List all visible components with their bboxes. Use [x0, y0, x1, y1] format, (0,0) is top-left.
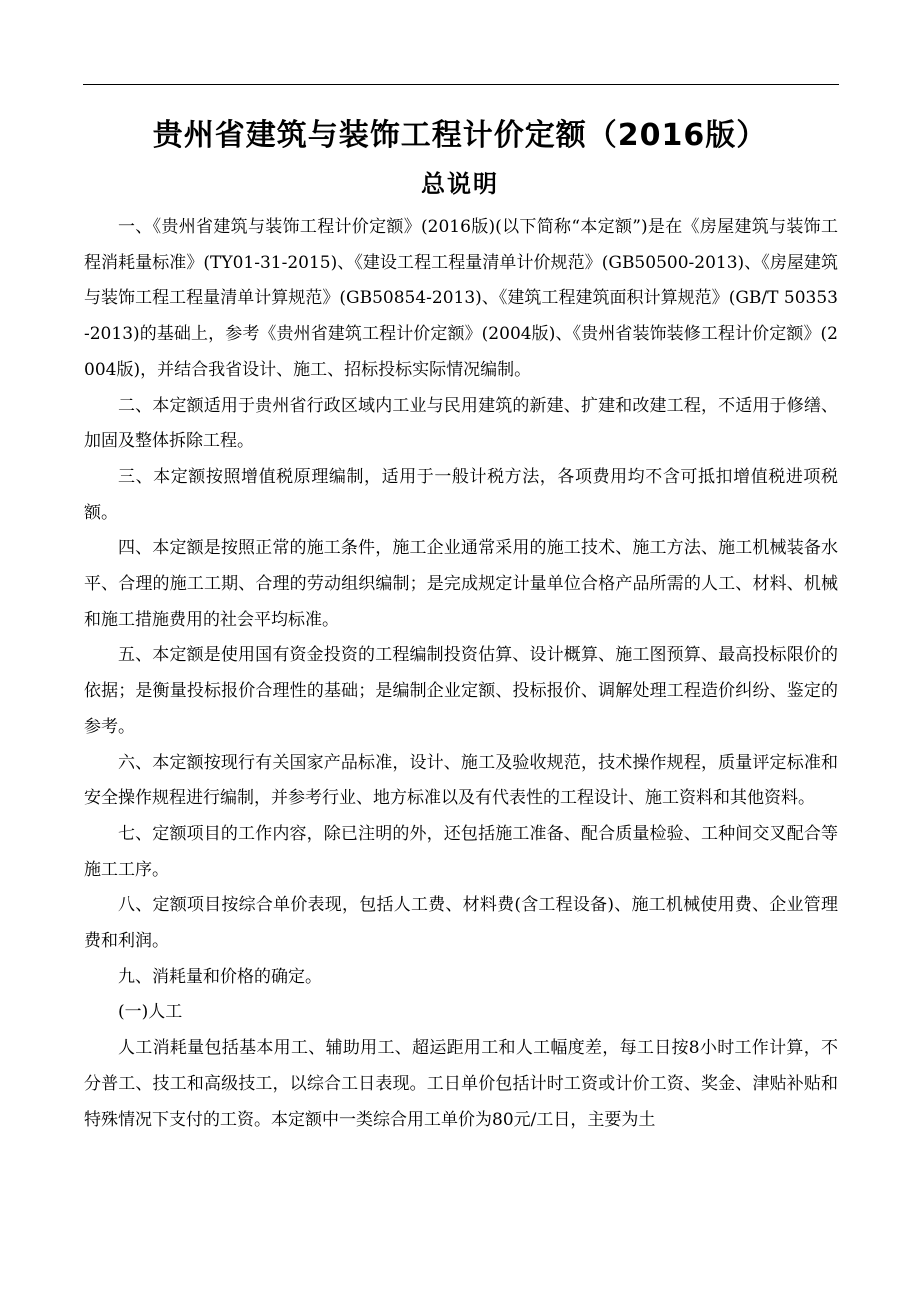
section-heading: 总说明	[421, 170, 499, 198]
paragraph-3: 三、本定额按照增值税原理编制，适用于一般计税方法，各项费用均不含可抵扣增值税进项税额。	[84, 466, 838, 523]
paragraph-7: 七、定额项目的工作内容，除已注明的外，还包括施工准备、配合质量检验、工种间交叉配合等施工工序。	[84, 823, 838, 880]
subsection-heading-labor: (一)人工	[118, 1002, 183, 1023]
header-divider	[83, 84, 839, 85]
paragraph-2: 二、本定额适用于贵州省行政区域内工业与民用建筑的新建、扩建和改建工程，不适用于修缮、加固及整体拆除工程。	[84, 395, 838, 452]
paragraph-8: 八、定额项目按综合单价表现，包括人工费、材料费(含工程设备)、施工机械使用费、企业管理费和利润。	[84, 895, 838, 952]
document-body	[84, 210, 838, 1138]
paragraph-6: 六、本定额按现行有关国家产品标准，设计、施工及验收规范，技术操作规程，质量评定标准和安全操作规程进行编制，并参考行业、地方标准以及有代表性的工程设计、施工资料和其他资料。	[84, 752, 838, 809]
paragraph-1: 一、《贵州省建筑与装饰工程计价定额》(2016版)(以下简称“本定额”)是在《房屋建筑与装饰工程消耗量标准》(TY01-31-2015)、《建设工程工程量清单计价规范》(GB50500-2013)、《房屋建筑与装饰工程工程量清单计算规范》(GB50854-2013)、《建筑工程建筑面积计算规范》(GB/T 50353-2013)的基础上，参考《贵州省建筑工程计价定额》(2004版)、《贵州省装饰装修工程计价定额》(2004版)，并结合我省设计、施工、招标投标实际情况编制。	[84, 217, 838, 380]
document-title: 贵州省建筑与装饰工程计价定额（2016版）	[152, 118, 768, 153]
paragraph-4: 四、本定额是按照正常的施工条件，施工企业通常采用的施工技术、施工方法、施工机械装备水平、合理的施工工期、合理的劳动组织编制；是完成规定计量单位合格产品所需的人工、材料、机械和施工措施费用的社会平均标准。	[84, 538, 838, 630]
paragraph-5: 五、本定额是使用国有资金投资的工程编制投资估算、设计概算、施工图预算、最高投标限价的依据；是衡量投标报价合理性的基础；是编制企业定额、投标报价、调解处理工程造价纠纷、鉴定的参考。	[84, 645, 838, 737]
paragraph-9: 九、消耗量和价格的确定。	[118, 966, 322, 987]
paragraph-labor: 人工消耗量包括基本用工、辅助用工、超运距用工和人工幅度差，每工日按8小时工作计算，不分普工、技工和高级技工，以综合工日表现。工日单价包括计时工资或计价工资、奖金、津贴补贴和特殊情况下支付的工资。本定额中一类综合用工单价为80元/工日，主要为土	[84, 1038, 838, 1130]
